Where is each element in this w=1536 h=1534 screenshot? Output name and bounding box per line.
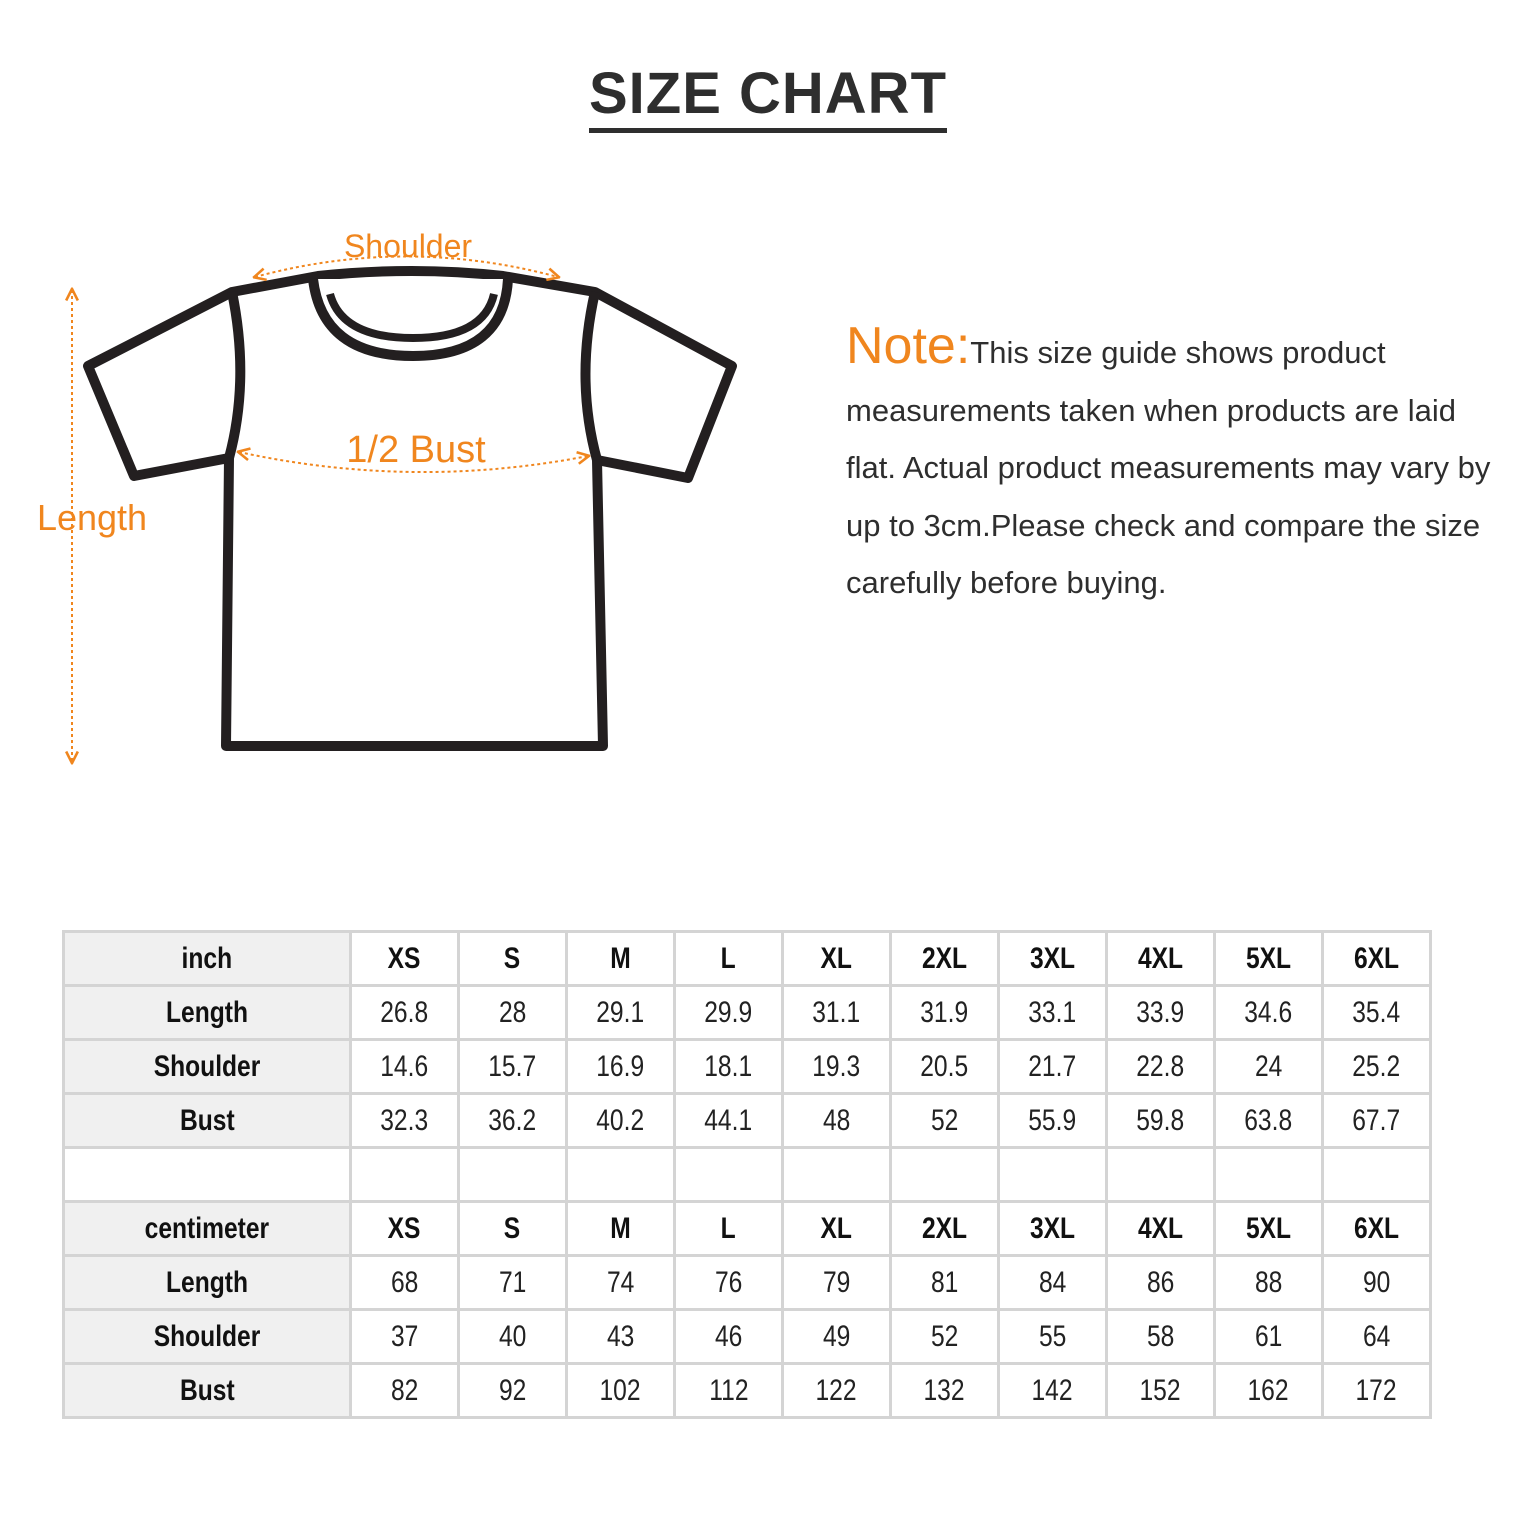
- measurement-cell: [567, 1310, 675, 1364]
- table-row: [64, 986, 1431, 1040]
- measurement-cell-text: 24: [1254, 1049, 1283, 1083]
- measurement-cell-text: 18.1: [704, 1049, 753, 1083]
- measurement-cell: [1215, 986, 1323, 1040]
- measurement-cell: [891, 1256, 999, 1310]
- size-header-cell: [1107, 932, 1215, 986]
- table-header-row: [64, 932, 1431, 986]
- size-header-cell-text: M: [610, 941, 631, 975]
- measurement-cell-text: 84: [1038, 1265, 1067, 1299]
- measurement-cell-text: 79: [822, 1265, 851, 1299]
- row-label: [64, 1040, 351, 1094]
- measurement-cell-text: 82: [390, 1373, 419, 1407]
- measurement-cell: [1323, 1310, 1431, 1364]
- measurement-cell: [351, 1094, 459, 1148]
- size-header-cell-text: 3XL: [1029, 1211, 1076, 1245]
- measurement-cell: [1107, 1094, 1215, 1148]
- size-header-cell-text: 2XL: [921, 941, 968, 975]
- size-header-cell: [459, 1202, 567, 1256]
- size-header-cell-text: 6XL: [1353, 941, 1400, 975]
- size-header-cell-text: 5XL: [1245, 941, 1292, 975]
- measurement-cell: [459, 1040, 567, 1094]
- measurement-cell-text: 61: [1254, 1319, 1283, 1353]
- size-header-cell-text: 4XL: [1137, 1211, 1184, 1245]
- measurement-cell: [351, 1256, 459, 1310]
- measurement-cell: [459, 1256, 567, 1310]
- measurement-cell-text: 22.8: [1136, 1049, 1185, 1083]
- measurement-cell-text: 37: [390, 1319, 419, 1353]
- measurement-cell: [1215, 1256, 1323, 1310]
- measurement-cell-text: 86: [1146, 1265, 1175, 1299]
- row-label: [64, 1094, 351, 1148]
- size-header-cell-text: XS: [388, 1211, 421, 1245]
- spacer-cell: [999, 1148, 1107, 1202]
- measurement-cell-text: 36.2: [488, 1103, 537, 1137]
- measurement-cell-text: 122: [815, 1373, 858, 1407]
- measurement-cell-text: 112: [708, 1373, 749, 1407]
- measurement-cell-text: 49: [822, 1319, 851, 1353]
- measurement-cell: [999, 1256, 1107, 1310]
- measurement-cell-text: 74: [606, 1265, 635, 1299]
- measurement-cell: [1107, 986, 1215, 1040]
- measurement-cell-text: 55: [1038, 1319, 1067, 1353]
- size-header-cell: [1215, 1202, 1323, 1256]
- size-header-cell: [675, 932, 783, 986]
- spacer-cell: [1215, 1148, 1323, 1202]
- measurement-cell: [891, 1310, 999, 1364]
- size-header-cell-text: XL: [820, 941, 853, 975]
- table-spacer-row: [64, 1148, 1431, 1202]
- size-header-cell: [783, 1202, 891, 1256]
- measurement-cell: [999, 1364, 1107, 1418]
- measurement-cell-text: 88: [1254, 1265, 1283, 1299]
- size-header-cell: [1215, 932, 1323, 986]
- measurement-cell-text: 71: [498, 1265, 527, 1299]
- measurement-cell-text: 43: [606, 1319, 635, 1353]
- measurement-cell-text: 21.7: [1028, 1049, 1077, 1083]
- spacer-cell: [64, 1148, 351, 1202]
- measurement-cell-text: 132: [923, 1373, 966, 1407]
- measurement-cell-text: 46: [714, 1319, 743, 1353]
- unit-label-text: inch: [181, 941, 233, 975]
- measurement-cell-text: 16.9: [596, 1049, 645, 1083]
- measurement-cell-text: 162: [1247, 1373, 1290, 1407]
- measurement-cell: [459, 1310, 567, 1364]
- measurement-cell-text: 40: [498, 1319, 527, 1353]
- size-header-cell: [999, 932, 1107, 986]
- table-row: [64, 1040, 1431, 1094]
- measurement-cell: [351, 1310, 459, 1364]
- size-header-cell: [1323, 1202, 1431, 1256]
- measurement-cell-text: 55.9: [1028, 1103, 1077, 1137]
- measurement-cell: [1323, 1364, 1431, 1418]
- measurement-cell: [783, 1364, 891, 1418]
- measurement-cell: [567, 986, 675, 1040]
- size-header-cell: [891, 1202, 999, 1256]
- size-header-cell: [891, 932, 999, 986]
- size-header-cell-text: XL: [820, 1211, 853, 1245]
- unit-label: [64, 1202, 351, 1256]
- table-row: [64, 1094, 1431, 1148]
- measurement-cell-text: 102: [599, 1373, 642, 1407]
- measurement-cell-text: 15.7: [488, 1049, 537, 1083]
- measurement-cell: [891, 1364, 999, 1418]
- measurement-cell: [459, 986, 567, 1040]
- measurement-cell: [1107, 1364, 1215, 1418]
- size-header-cell: [675, 1202, 783, 1256]
- measurement-cell-text: 29.1: [596, 995, 645, 1029]
- row-label-text: Bust: [179, 1103, 235, 1137]
- measurement-cell: [1323, 1094, 1431, 1148]
- size-header-cell-text: L: [720, 1211, 737, 1245]
- measurement-cell: [783, 1040, 891, 1094]
- measurement-cell: [999, 1310, 1107, 1364]
- measurement-cell: [459, 1364, 567, 1418]
- bust-label: 1/2 Bust: [346, 429, 486, 471]
- measurement-cell: [999, 1094, 1107, 1148]
- measurement-cell: [783, 1256, 891, 1310]
- measurement-cell-text: 76: [714, 1265, 743, 1299]
- size-header-cell: [783, 932, 891, 986]
- unit-label-text: centimeter: [144, 1211, 270, 1245]
- measurement-cell-text: 28: [498, 995, 527, 1029]
- size-header-cell-text: S: [504, 941, 521, 975]
- size-header-cell-text: 2XL: [921, 1211, 968, 1245]
- measurement-cell-text: 59.8: [1136, 1103, 1185, 1137]
- measurement-cell: [1215, 1040, 1323, 1094]
- spacer-cell: [1323, 1148, 1431, 1202]
- row-label: [64, 1310, 351, 1364]
- measurement-cell-text: 152: [1139, 1373, 1182, 1407]
- measurement-cell-text: 33.9: [1136, 995, 1185, 1029]
- row-label-text: Length: [165, 995, 248, 1029]
- measurement-cell: [783, 1094, 891, 1148]
- measurement-cell: [459, 1094, 567, 1148]
- spacer-cell: [783, 1148, 891, 1202]
- spacer-cell: [567, 1148, 675, 1202]
- measurement-cell-text: 68: [390, 1265, 419, 1299]
- measurement-cell-text: 20.5: [920, 1049, 969, 1083]
- measurement-cell: [351, 1040, 459, 1094]
- row-label: [64, 986, 351, 1040]
- length-label: Length: [36, 497, 148, 538]
- measurement-cell-text: 67.7: [1352, 1103, 1401, 1137]
- measurement-cell-text: 64: [1362, 1319, 1391, 1353]
- measurement-cell: [675, 1364, 783, 1418]
- measurement-cell-text: 172: [1355, 1373, 1398, 1407]
- measurement-cell-text: 19.3: [812, 1049, 861, 1083]
- measurement-cell: [675, 1310, 783, 1364]
- measurement-cell: [999, 1040, 1107, 1094]
- measurement-cell: [675, 1256, 783, 1310]
- measurement-cell: [891, 986, 999, 1040]
- size-header-cell: [1107, 1202, 1215, 1256]
- size-header-cell: [459, 932, 567, 986]
- measurement-cell-text: 33.1: [1028, 995, 1077, 1029]
- table-header-row: [64, 1202, 1431, 1256]
- size-table: [62, 930, 1432, 1419]
- size-header-cell: [351, 1202, 459, 1256]
- size-header-cell-text: 4XL: [1137, 941, 1184, 975]
- size-header-cell-text: M: [610, 1211, 631, 1245]
- table-row: [64, 1364, 1431, 1418]
- measurement-cell: [675, 986, 783, 1040]
- measurement-cell-text: 26.8: [380, 995, 429, 1029]
- measurement-cell: [1323, 1256, 1431, 1310]
- shoulder-label: Shoulder: [343, 228, 473, 264]
- size-header-cell-text: S: [504, 1211, 521, 1245]
- tshirt-diagram: [0, 200, 780, 800]
- measurement-cell: [1107, 1040, 1215, 1094]
- measurement-cell-text: 52: [930, 1319, 959, 1353]
- measurement-cell: [891, 1094, 999, 1148]
- measurement-cell: [351, 986, 459, 1040]
- measurement-cell-text: 63.8: [1244, 1103, 1293, 1137]
- measurement-cell: [567, 1256, 675, 1310]
- size-header-cell: [567, 1202, 675, 1256]
- measurement-cell: [675, 1094, 783, 1148]
- measurement-cell: [567, 1364, 675, 1418]
- measurement-cell: [1323, 1040, 1431, 1094]
- measurement-cell-text: 31.9: [920, 995, 969, 1029]
- size-header-cell: [999, 1202, 1107, 1256]
- measurement-cell-text: 40.2: [596, 1103, 645, 1137]
- spacer-cell: [891, 1148, 999, 1202]
- size-header-cell-text: 3XL: [1029, 941, 1076, 975]
- note-label: Note:: [846, 317, 971, 375]
- measurement-cell: [891, 1040, 999, 1094]
- measurement-cell-text: 58: [1146, 1319, 1175, 1353]
- measurement-cell-text: 52: [930, 1103, 959, 1137]
- measurement-cell-text: 32.3: [380, 1103, 429, 1137]
- measurement-cell: [783, 1310, 891, 1364]
- measurement-cell: [1215, 1364, 1323, 1418]
- measurement-cell: [351, 1364, 459, 1418]
- measurement-cell-text: 90: [1362, 1265, 1391, 1299]
- row-label: [64, 1364, 351, 1418]
- row-label-text: Bust: [179, 1373, 235, 1407]
- size-header-cell-text: XS: [388, 941, 421, 975]
- measurement-cell: [1107, 1310, 1215, 1364]
- size-header-cell: [1323, 932, 1431, 986]
- measurement-cell: [1107, 1256, 1215, 1310]
- page-title: [0, 62, 1536, 133]
- size-note: [846, 317, 1496, 612]
- row-label-text: Shoulder: [153, 1049, 261, 1083]
- note-text: This size guide shows product measurements taken when products are laid flat. Actual product measurements may vary by up to 3cm.Please check and compare the size carefully before buying.: [846, 335, 1491, 600]
- measurement-cell: [567, 1094, 675, 1148]
- row-label-text: Length: [165, 1265, 248, 1299]
- measurement-cell-text: 31.1: [812, 995, 861, 1029]
- spacer-cell: [1107, 1148, 1215, 1202]
- measurement-cell-text: 44.1: [704, 1103, 753, 1137]
- spacer-cell: [351, 1148, 459, 1202]
- measurement-cell-text: 34.6: [1244, 995, 1293, 1029]
- unit-label: [64, 932, 351, 986]
- measurement-cell: [783, 986, 891, 1040]
- table-row: [64, 1256, 1431, 1310]
- measurement-cell-text: 25.2: [1352, 1049, 1401, 1083]
- measurement-cell-text: 48: [822, 1103, 851, 1137]
- row-label: [64, 1256, 351, 1310]
- page-title-text: SIZE CHART: [589, 62, 947, 133]
- measurement-cell-text: 29.9: [704, 995, 753, 1029]
- measurement-cell: [675, 1040, 783, 1094]
- row-label-text: Shoulder: [153, 1319, 261, 1353]
- size-header-cell-text: L: [720, 941, 737, 975]
- measurement-cell: [1215, 1310, 1323, 1364]
- measurement-cell-text: 92: [498, 1373, 527, 1407]
- spacer-cell: [459, 1148, 567, 1202]
- size-header-cell: [351, 932, 459, 986]
- measurement-cell-text: 35.4: [1352, 995, 1401, 1029]
- measurement-cell: [567, 1040, 675, 1094]
- size-table-body: [64, 932, 1431, 1418]
- measurement-cell: [999, 986, 1107, 1040]
- measurement-cell-text: 142: [1031, 1373, 1074, 1407]
- measurement-cell-text: 14.6: [380, 1049, 429, 1083]
- size-header-cell-text: 5XL: [1245, 1211, 1292, 1245]
- size-header-cell: [567, 932, 675, 986]
- measurement-cell: [1215, 1094, 1323, 1148]
- table-row: [64, 1310, 1431, 1364]
- measurement-cell-text: 81: [930, 1265, 959, 1299]
- size-header-cell-text: 6XL: [1353, 1211, 1400, 1245]
- spacer-cell: [675, 1148, 783, 1202]
- measurement-cell: [1323, 986, 1431, 1040]
